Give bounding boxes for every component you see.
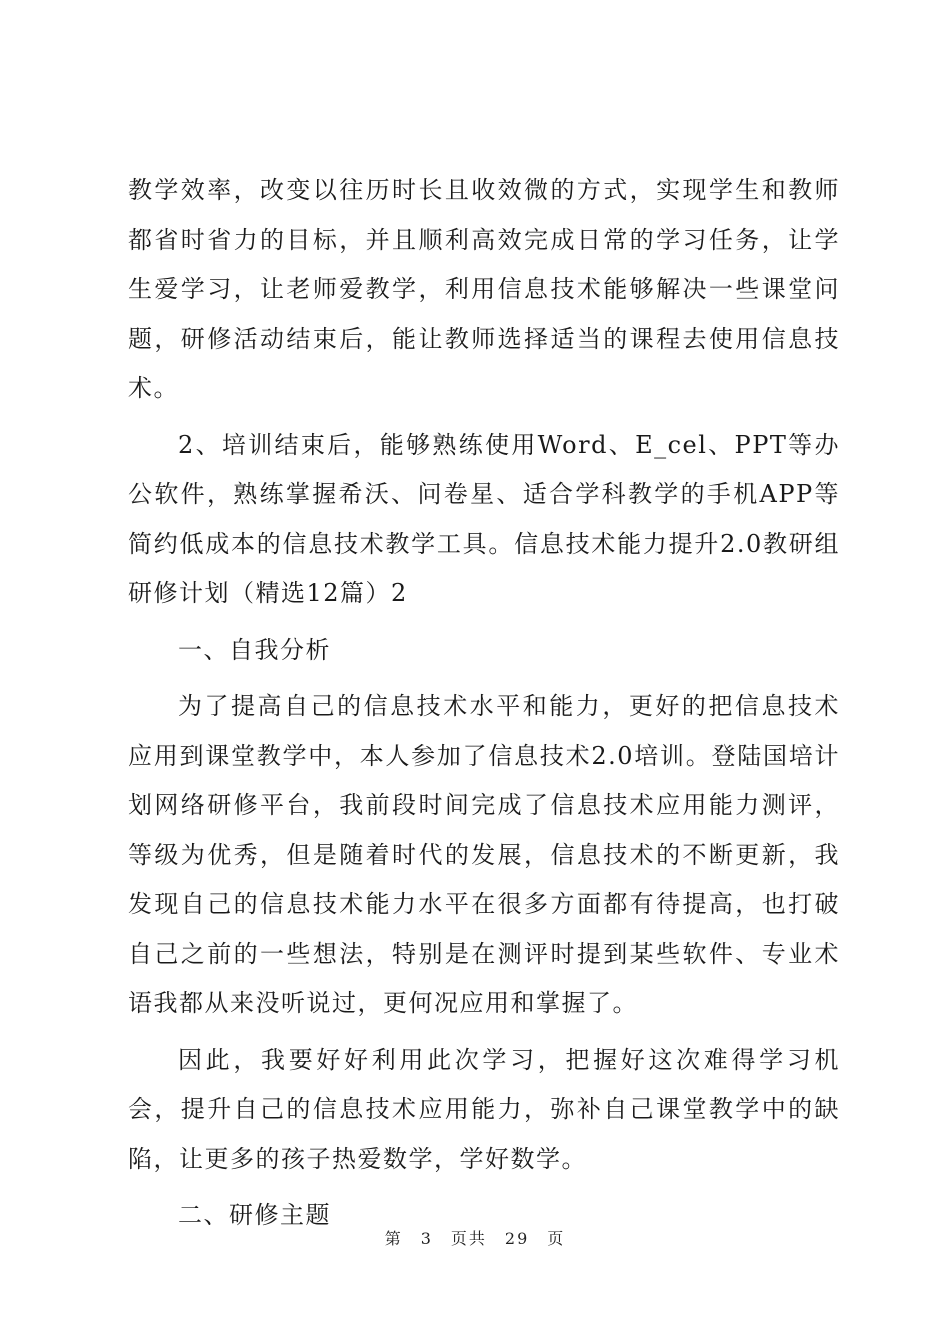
paragraph-continuation: 教学效率，改变以往历时长且收效微的方式，实现学生和教师都省时省力的目标，并且顺利高效完成日常的学习任务，让学生爱学习，让老师爱教学，利用信息技术能够解决一些课堂问题，研修活动结束后，能让教师选择适当的课程去使用信息技术。 [128, 176, 840, 402]
paragraph-training-goal: 2、培训结束后，能够熟练使用Word、E_cel、PPT等办公软件，熟练掌握希沃、问卷星、适合学科教学的手机APP等简约低成本的信息技术教学工具。信息技术能力提升2.0教研组研修计划（精选12篇）2 [128, 430, 840, 607]
footer-total-pages: 29 [504, 1229, 530, 1248]
section-heading-self-analysis: 一、自我分析 [178, 635, 331, 664]
footer-prefix: 第 [384, 1229, 403, 1248]
document-body [128, 166, 840, 1248]
paragraph-learning-plan: 因此，我要好好利用此次学习，把握好这次难得学习机会，提升自己的信息技术应用能力，弥补自己课堂教学中的缺陷，让更多的孩子热爱数学，学好数学。 [128, 1045, 840, 1173]
paragraph-self-analysis: 为了提高自己的信息技术水平和能力，更好的把信息技术应用到课堂教学中，本人参加了信息技术2.0培训。登陆国培计划网络研修平台，我前段时间完成了信息技术应用能力测评，等级为优秀，但是随着时代的发展，信息技术的不断更新，我发现自己的信息技术能力水平在很多方面都有待提高，也打破自己之前的一些想法，特别是在测评时提到某些软件、专业术语我都从来没听说过，更何况应用和掌握了。 [128, 692, 840, 1017]
page-footer [0, 1226, 950, 1249]
footer-current-page: 3 [420, 1229, 433, 1248]
footer-middle: 页共 [450, 1229, 487, 1248]
section-heading-research-theme: 二、研修主题 [178, 1201, 331, 1229]
footer-suffix: 页 [547, 1229, 566, 1248]
